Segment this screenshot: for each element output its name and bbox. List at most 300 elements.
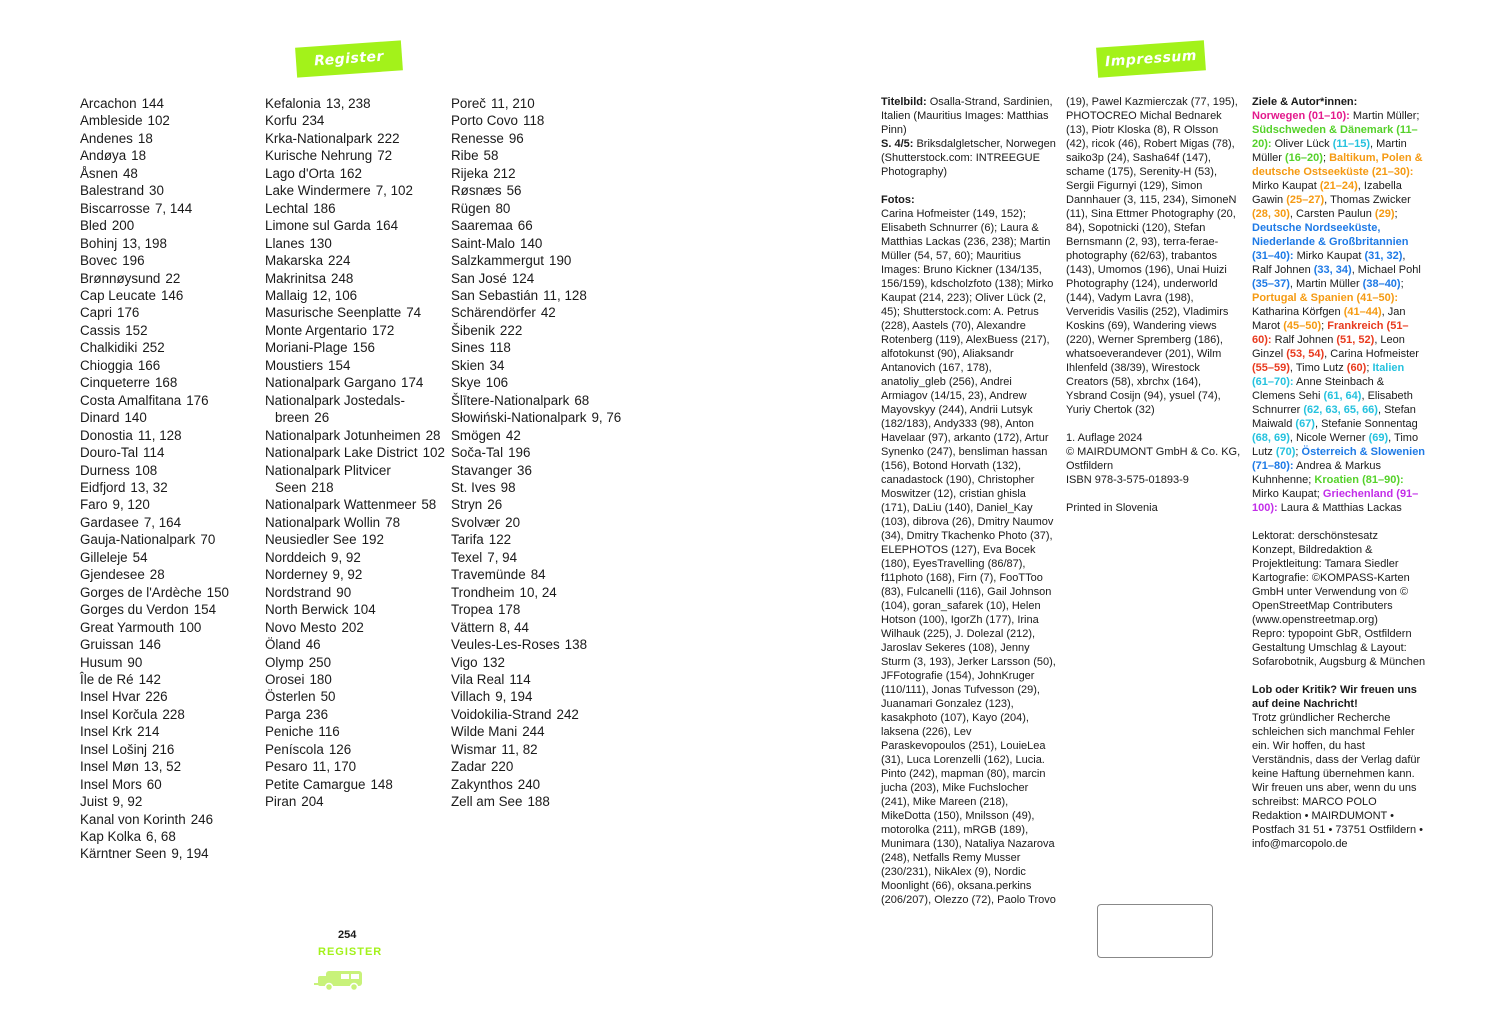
index-entry-name: Nationalpark Jostedalsbreen xyxy=(265,392,405,426)
index-entry-pages: 164 xyxy=(375,218,399,234)
index-entry-pages: 148 xyxy=(370,776,393,792)
index-entry-name: Bohinj xyxy=(80,235,118,251)
index-entry-pages: 18 xyxy=(137,130,153,146)
index-entry-name: Voidokilia-Strand xyxy=(451,706,552,722)
index-entry-pages: 224 xyxy=(328,253,351,269)
impressum-column-3 xyxy=(1252,95,1427,865)
author-text: , Michael Pohl xyxy=(1351,264,1421,276)
index-entry-pages: 13, 198 xyxy=(122,235,167,251)
index-entry-name: Andenes xyxy=(80,130,133,146)
index-entry xyxy=(451,584,626,601)
index-entry-name: Ambleside xyxy=(80,113,143,129)
index-entry xyxy=(80,409,260,426)
index-entry xyxy=(80,357,260,374)
index-entry-pages: 100 xyxy=(179,619,202,635)
index-entry-pages: 178 xyxy=(497,602,521,618)
author-text: , Nicole Werner xyxy=(1289,432,1369,444)
destination-range: (62, 63, 65, 66) xyxy=(1303,404,1378,416)
index-entry xyxy=(451,217,626,234)
index-entry-pages: 70 xyxy=(200,532,216,548)
index-entry-name: Åsnen xyxy=(80,165,118,181)
index-entry xyxy=(80,112,260,129)
author-text: Martin Müller; xyxy=(1349,110,1420,122)
index-entry-name: Donostia xyxy=(80,427,133,443)
index-entry-name: Great Yarmouth xyxy=(80,619,175,635)
index-entry-pages: 20 xyxy=(505,514,521,530)
index-entry-name: Insel Lošinj xyxy=(80,741,147,757)
destination-range: (68, 69) xyxy=(1252,432,1290,444)
index-entry-name: Limone sul Garda xyxy=(265,218,371,234)
index-entry-name: San Sebastián xyxy=(451,287,539,303)
index-entry xyxy=(265,304,447,321)
index-entry-name: Makarska xyxy=(265,253,324,269)
destination-range: (38–40) xyxy=(1362,278,1401,290)
index-entry-name: Masurische Seenplatte xyxy=(265,305,402,321)
index-entry-pages: 11, 128 xyxy=(543,287,587,303)
destination-range: (16–20) xyxy=(1285,152,1323,164)
index-entry xyxy=(451,339,626,356)
index-entry-pages: 202 xyxy=(341,619,364,635)
destination-range: (61, 64) xyxy=(1323,390,1362,402)
index-entry-name: Stavanger xyxy=(451,462,513,478)
index-entry-name: Renesse xyxy=(451,130,504,146)
index-entry-name: Douro-Tal xyxy=(80,445,139,461)
index-entry-name: Cap Leucate xyxy=(80,287,156,303)
index-entry xyxy=(80,392,260,409)
index-entry xyxy=(265,776,447,793)
index-entry xyxy=(80,584,260,601)
index-entry xyxy=(451,601,626,618)
index-entry-pages: 142 xyxy=(138,671,161,687)
index-entry-name: Insel Møn xyxy=(80,759,139,775)
index-entry xyxy=(451,147,626,164)
index-entry-name: Österlen xyxy=(265,689,316,705)
index-entry-pages: 106 xyxy=(485,375,509,391)
index-entry-pages: 138 xyxy=(564,637,588,653)
index-entry-pages: 174 xyxy=(401,375,424,391)
empty-label-box xyxy=(1097,904,1213,958)
index-entry-pages: 13, 238 xyxy=(325,96,371,111)
index-entry-pages: 7, 164 xyxy=(143,514,182,530)
index-entry-name: Kap Kolka xyxy=(80,829,142,845)
impressum-column-2 xyxy=(1066,95,1241,529)
destination-range: (45–50) xyxy=(1283,320,1322,332)
author-text: Laura & Matthias Lackas xyxy=(1277,502,1402,514)
index-entry xyxy=(265,270,447,287)
index-entry-pages: 180 xyxy=(309,671,332,687)
index-entry-name: Île de Ré xyxy=(80,671,134,687)
index-entry-name: Soča-Tal xyxy=(451,445,504,461)
index-entry-pages: 196 xyxy=(122,253,145,269)
index-entry-pages: 234 xyxy=(302,113,325,129)
index-entry xyxy=(451,619,626,636)
index-entry-name: Lechtal xyxy=(265,200,309,216)
index-entry-name: Zell am See xyxy=(451,794,523,810)
index-entry xyxy=(265,252,447,269)
index-entry-pages: 28 xyxy=(149,567,165,583)
index-entry-name: St. Ives xyxy=(451,479,496,495)
index-entry-pages: 9, 92 xyxy=(331,549,361,565)
destination-range: (11–15) xyxy=(1332,138,1371,150)
index-entry-pages: 218 xyxy=(311,479,334,495)
index-entry xyxy=(265,654,447,671)
index-entry-name: Lago d'Orta xyxy=(265,165,335,181)
index-entry-pages: 118 xyxy=(523,113,545,129)
author-text: , Timo Lutz xyxy=(1289,362,1347,374)
destination-range: (33, 34) xyxy=(1313,264,1352,276)
index-entry-pages: 126 xyxy=(328,741,352,757)
index-entry-pages: 80 xyxy=(495,200,511,216)
index-entry xyxy=(80,531,260,548)
index-entry-pages: 220 xyxy=(490,759,514,775)
index-entry xyxy=(451,496,626,513)
index-entry-pages: 226 xyxy=(145,689,168,705)
index-entry-pages: 26 xyxy=(314,410,330,426)
index-entry xyxy=(80,444,260,461)
index-entry-name: Insel Korčula xyxy=(80,706,158,722)
index-entry-pages: 9, 120 xyxy=(112,497,150,513)
index-entry xyxy=(451,130,626,147)
index-entry xyxy=(265,619,447,636)
authors-block: Ziele & Autor*innen: Norwegen (01–10): Martin Müller; Südschweden & Dänemark (11–20): Oliver Lück (11–15), Martin Müller (16–20); Baltikum, Polen & deutsche Ostseeküste (21–30): Mirko Kaupat (21–24), Izabella Gawin (25–27), Thomas Zwicker (28, 30), Carsten Paulun (29); Deutsche Nordseeküste, Niederlande & Großbritannien (31–40): Mirko Kaupat (31, 32), Ralf Johnen (33, 34), Michael Pohl (35–37), Martin Müller (38–40); Portugal & Spanien (41–50): Katharina Körfgen (41–44), Jan Marot (45–50); Frankreich (51–60): Ralf Johnen (51, 52), Leon Ginzel (53, 54), Carina Hofmeister (55–59), Timo Lutz (60); Italien (61–70): Anne Steinbach & Clemens Sehi (61, 64), Elisabeth Schnurrer (62, 63, 65, 66), Stefan Maiwald (67), Stefanie Sonnentag (68, 69), Nicole Werner (69), Timo Lutz (70); Österreich & Slowenien (71–80): Andrea & Markus Kuhnhenne; Kroatien (81–90): Mirko Kaupat; Griechenland (91–100): Laura & Matthias Lackas xyxy=(1252,96,1426,514)
index-entry-pages: 212 xyxy=(493,165,516,181)
destination-range: (67) xyxy=(1295,418,1315,430)
index-entry-pages: 56 xyxy=(506,183,522,199)
index-column-2 xyxy=(265,95,447,811)
index-entry-pages: 28 xyxy=(425,427,441,443)
index-entry-name: Makrinitsa xyxy=(265,270,327,286)
index-entry xyxy=(451,479,626,496)
index-entry-name: Wismar xyxy=(451,741,497,757)
index-entry xyxy=(80,566,260,583)
author-text: , Jan Marot xyxy=(1252,306,1406,332)
index-entry-name: Šlītere-Nationalpark xyxy=(451,392,570,408)
index-entry-pages: 146 xyxy=(138,637,161,653)
index-entry-pages: 116 xyxy=(318,724,340,740)
index-entry-name: Skye xyxy=(451,375,481,391)
destination-range: Frankreich (51–60): xyxy=(1252,320,1409,346)
author-text: , Ralf Johnen xyxy=(1252,250,1406,276)
index-entry-name: Norderney xyxy=(265,567,328,583)
index-entry xyxy=(265,130,447,147)
index-entry-name: Insel Krk xyxy=(80,724,133,740)
author-text: , Elisabeth Schnurrer xyxy=(1252,390,1413,416)
index-entry-name: Capri xyxy=(80,305,112,321)
index-entry-pages: 172 xyxy=(371,322,395,338)
index-entry-name: Gilleleje xyxy=(80,549,128,565)
index-entry-name: Svolvær xyxy=(451,514,501,530)
index-entry xyxy=(80,776,260,793)
author-text: , Martin Müller xyxy=(1252,138,1407,164)
index-entry xyxy=(265,514,447,531)
index-entry-name: Gruissan xyxy=(80,637,134,653)
index-entry xyxy=(80,496,260,513)
index-column-3 xyxy=(451,95,626,811)
index-entry-name: Chioggia xyxy=(80,357,133,373)
index-entry xyxy=(80,130,260,147)
author-text: ; xyxy=(1400,278,1404,290)
index-entry-pages: 42 xyxy=(505,427,521,443)
index-entry-pages: 166 xyxy=(137,357,161,373)
author-text: ; xyxy=(1322,152,1330,164)
index-entry-name: Villach xyxy=(451,689,491,705)
index-entry xyxy=(265,636,447,653)
index-entry xyxy=(265,741,447,758)
index-entry xyxy=(80,706,260,723)
index-entry-pages: 190 xyxy=(549,253,572,269)
index-entry-name: Novo Mesto xyxy=(265,619,337,635)
index-entry-pages: 146 xyxy=(160,287,184,303)
index-entry xyxy=(265,235,447,252)
index-entry-pages: 108 xyxy=(134,462,158,478)
destination-range: (53, 54) xyxy=(1286,348,1325,360)
index-entry xyxy=(265,392,447,427)
index-entry-pages: 9, 92 xyxy=(112,794,143,810)
index-entry-name: Salzkammergut xyxy=(451,253,545,269)
index-entry xyxy=(265,496,447,513)
index-entry-name: Gjendesee xyxy=(80,567,145,583)
author-text: Ralf Johnen xyxy=(1271,334,1337,346)
index-entry-pages: 74 xyxy=(406,305,422,321)
index-entry xyxy=(80,514,260,531)
index-entry-pages: 222 xyxy=(377,130,400,146)
index-entry-pages: 12, 106 xyxy=(312,287,358,303)
index-entry-pages: 6, 68 xyxy=(146,829,176,845)
index-entry xyxy=(451,322,626,339)
author-text: , Leon Ginzel xyxy=(1252,334,1405,360)
index-entry xyxy=(265,147,447,164)
index-entry-pages: 144 xyxy=(141,96,164,111)
index-entry xyxy=(80,601,260,618)
index-entry-pages: 240 xyxy=(517,776,541,792)
index-entry-pages: 102 xyxy=(147,113,170,129)
destination-range: (28, 30) xyxy=(1252,208,1290,220)
index-entry xyxy=(451,200,626,217)
destination-range: (55–59) xyxy=(1252,362,1290,374)
index-entry xyxy=(451,514,626,531)
index-entry-name: Moustiers xyxy=(265,357,324,373)
index-entry-name: Skien xyxy=(451,357,485,373)
index-entry xyxy=(451,688,626,705)
index-entry-name: Lake Windermere xyxy=(265,183,371,199)
production-credits: Lektorat: derschönstesatz Konzept, Bildredaktion & Projektleitung: Tamara Siedler Kartografie: ©KOMPASS-Karten GmbH unter Verwendung von © OpenStreetMap Contributers (www.openstreetmap.org) Repro: typopoint GbR, Ostfildern Gestaltung Umschlag & Layout: Sofarobotnik, Augsburg & München xyxy=(1252,530,1426,668)
index-entry xyxy=(80,479,260,496)
destination-range: (41–44) xyxy=(1343,306,1382,318)
photo-credits: Fotos: Carina Hofmeister (149, 152); Elisabeth Schnurrer (6); Laura & Matthias Lackas (236, 238); Martin Müller (54, 57, 60); Mauritius Images: Bruno Kickner (134/135, 156/159), kdscholzfoto (138); Mirko Kaupat (214, 223); Oliver Lück (2, 45); Shutterstock.com: A. Petrus (228), Aastels (70), Alexandre Rotenberg (119), AlexBuess (217), alfotokunst (90), Aliaksandr Antanovich (167, 178), anatoliy_gleb (256), Andrei Armiagov (14/15, 23), Andrew Mayovskyy (244), Andrii Lutsyk (182/183), Andy333 (98), Anton Havelaar (97), arkanto (172), Artur Synenko (247), bensliman hassan (156), Botond Horvath (132), canadastock (190), Christopher Moswitzer (12), cristian ghisla (171), DaLiu (140), Daniel_Kay (103), dibrova (26), Dmitry Naumov (34), Dmitry Tkachenko Photo (37), ELEPHOTOS (127), Eva Bocek (180), EyesTravelling (86/87), f11photo (168), Firn (7), FooTToo (83), Fulcanelli (116), Gail Johnson (104), goran_safarek (10), Helen Hotson (100), IgorZh (177), Irina Wilhauk (225), J. Dolezal (212), Jaroslav Sekeres (108), Jenny Sturm (3, 193), Jerker Larsson (50), JFFotografie (154), JohnKruger (110/111), Jonas Tufvesson (29), Juanamari Gonzalez (123), kasakphoto (107), Kayo (204), laksena (226), Lev Paraskevopoulos (251), LouieLea (31), Luca Lorenzelli (162), Lucia. Pinto (242), mapman (80), marcin jucha (203), Mike Fuchslocher (241), Mike Mareen (218), MikeDotta (150), Mnilsson (49), motorolka (211), mRGB (189), Munimara (130), Nataliya Nazarova (248), Netfalls Remy Musser (230/231), NikAlex (9), Nordic Moonlight (66), oksana.perkins (206/207), Olezzo (72), Paolo Trovo xyxy=(881,194,1056,906)
index-entry-name: Nationalpark Gargano xyxy=(265,375,397,391)
index-entry-pages: 48 xyxy=(122,165,138,181)
index-entry-name: Peníscola xyxy=(265,741,324,757)
destination-range: (70) xyxy=(1275,446,1296,458)
author-text: , Thomas Zwicker xyxy=(1324,194,1411,206)
index-entry-pages: 236 xyxy=(305,706,329,722)
index-entry xyxy=(80,758,260,775)
index-entry xyxy=(451,304,626,321)
index-entry-name: Vigo xyxy=(451,654,478,670)
index-entry xyxy=(80,252,260,269)
index-entry-pages: 66 xyxy=(517,218,533,234)
index-entry-pages: 176 xyxy=(117,305,140,321)
index-entry xyxy=(80,619,260,636)
index-entry xyxy=(80,270,260,287)
register-heading-tag: Register xyxy=(295,40,403,77)
index-entry xyxy=(451,723,626,740)
index-entry xyxy=(80,182,260,199)
index-entry-pages: 118 xyxy=(489,340,511,356)
destination-range: Österreich & Slowenien (71–80): xyxy=(1252,446,1426,472)
index-entry xyxy=(451,427,626,444)
index-entry xyxy=(265,182,447,199)
index-entry-name: Poreč xyxy=(451,96,486,111)
author-text: Anne Steinbach & Clemens Sehi xyxy=(1252,376,1385,402)
index-entry xyxy=(451,531,626,548)
index-entry-pages: 7, 144 xyxy=(154,200,193,216)
index-entry-name: Ribe xyxy=(451,148,479,164)
index-entry xyxy=(80,339,260,356)
index-entry-name: Petite Camargue xyxy=(265,776,366,792)
destination-range: Griechenland (91–100): xyxy=(1252,488,1419,514)
index-entry xyxy=(80,811,260,828)
index-entry-name: Saaremaa xyxy=(451,218,513,234)
index-entry-name: Nordstrand xyxy=(265,584,332,600)
index-entry-name: Nationalpark Wollin xyxy=(265,514,381,530)
index-entry-pages: 132 xyxy=(482,654,505,670)
index-entry-pages: 18 xyxy=(131,148,147,164)
author-text: ; xyxy=(1321,320,1328,332)
author-text: , Martin Müller xyxy=(1289,278,1363,290)
index-entry xyxy=(80,217,260,234)
index-entry-pages: 214 xyxy=(137,724,160,740)
index-entry-name: Neusiedler See xyxy=(265,532,357,548)
authors-list xyxy=(1252,110,1425,514)
index-entry xyxy=(451,776,626,793)
index-entry-pages: 90 xyxy=(127,654,143,670)
index-entry xyxy=(265,357,447,374)
index-entry-pages: 26 xyxy=(487,497,503,513)
index-entry-name: Tarifa xyxy=(451,532,484,548)
index-entry xyxy=(265,200,447,217)
index-entry-name: Eidfjord xyxy=(80,479,126,495)
index-entry-pages: 252 xyxy=(142,340,165,356)
index-entry xyxy=(265,723,447,740)
index-entry-pages: 156 xyxy=(352,340,375,356)
index-entry-name: Saint-Malo xyxy=(451,235,516,251)
index-entry xyxy=(265,462,447,497)
index-entry xyxy=(451,444,626,461)
index-entry-pages: 114 xyxy=(509,671,531,687)
index-entry xyxy=(80,636,260,653)
index-entry-name: Balestrand xyxy=(80,183,145,199)
index-entry-pages: 58 xyxy=(421,497,437,513)
index-entry-pages: 60 xyxy=(146,776,162,792)
index-entry xyxy=(80,147,260,164)
index-entry-pages: 140 xyxy=(520,235,543,251)
author-text: Katharina Körfgen xyxy=(1252,306,1344,318)
index-entry-pages: 9, 92 xyxy=(332,567,363,583)
destination-range: (51, 52) xyxy=(1336,334,1375,346)
index-entry-name: Nationalpark Jotunheimen xyxy=(265,427,421,443)
index-entry-name: Insel Hvar xyxy=(80,689,141,705)
index-entry xyxy=(80,200,260,217)
index-entry xyxy=(80,549,260,566)
author-text: , Timo Lutz xyxy=(1252,432,1419,458)
index-entry xyxy=(451,706,626,723)
index-entry xyxy=(265,444,447,461)
index-entry xyxy=(265,374,447,391)
author-text: ; xyxy=(1295,446,1302,458)
index-entry-name: Costa Amalfitana xyxy=(80,392,182,408)
index-entry xyxy=(265,793,447,810)
index-entry-name: Llanes xyxy=(265,235,305,251)
index-entry xyxy=(451,270,626,287)
index-entry xyxy=(265,112,447,129)
author-text: Oliver Lück xyxy=(1271,138,1333,150)
author-text: ; xyxy=(1394,208,1398,220)
index-entry xyxy=(451,235,626,252)
index-entry-pages: 34 xyxy=(489,357,505,373)
index-entry xyxy=(265,758,447,775)
index-entry xyxy=(80,287,260,304)
index-entry-name: Moriani-Plage xyxy=(265,340,348,356)
index-entry-name: Peniche xyxy=(265,724,314,740)
index-entry-pages: 58 xyxy=(483,148,499,164)
index-entry-name: Biscarrosse xyxy=(80,200,150,216)
index-entry xyxy=(80,462,260,479)
cover-credit: Titelbild: Osalla-Strand, Sardinien, Italien (Mauritius Images: Matthias Pinn) S. 4/5: Briksdalgletscher, Norwegen (Shutterstock.com: INTREEGUE Photography) xyxy=(881,96,1056,178)
index-entry-pages: 46 xyxy=(305,637,321,653)
index-entry-name: Orosei xyxy=(265,671,305,687)
index-entry-pages: 84 xyxy=(530,567,546,583)
index-entry-name: Insel Mors xyxy=(80,776,142,792)
photo-credits-continued: (19), Pawel Kazmierczak (77, 195), PHOTOCREO Michal Bednarek (13), Piotr Kloska (8), R Olsson (42), ricok (46), Robert Migas (78), saiko3p (24), Sasha64f (147), schame (175), Serenity-H (53), Sergii Figurnyi (129), Simon Dannhauer (3, 115, 234), SimoneN (11), Sina Ettmer Photography (20, 84), Sopotnicki (120), Stefan Bernsmann (2, 93), terra-ferae-photography (62/63), trabantos (143), Umomos (196), Unai Huizi Photography (124), underworld (144), Vadym Lavra (198), Ververidis Vasilis (252), Vladimirs Koskins (69), Wandering views (220), Werner Spremberg (186), whatsoeverandever (201), Wilm Ihlenfeld (38/39), Wirestock Creators (58), xbrchx (164), Ysbrand Cosijn (94), ysuel (74), Yuriy Chertok (32) xyxy=(1066,96,1238,416)
index-entry xyxy=(80,165,260,182)
destination-range: (60) xyxy=(1346,362,1367,374)
index-entry xyxy=(80,95,260,112)
index-entry-pages: 154 xyxy=(193,602,217,618)
author-text: , Stefan Maiwald xyxy=(1252,404,1416,430)
index-entry xyxy=(265,322,447,339)
index-entry-name: Piran xyxy=(265,794,297,810)
index-entry xyxy=(265,217,447,234)
impressum-heading-tag: Impressum xyxy=(1096,40,1206,77)
index-entry-name: Smögen xyxy=(451,427,501,443)
index-entry-name: Parga xyxy=(265,706,301,722)
index-entry-name: San José xyxy=(451,270,507,286)
index-entry-pages: 196 xyxy=(508,445,531,461)
index-entry-name: Vila Real xyxy=(451,671,505,687)
index-entry-pages: 168 xyxy=(154,375,178,391)
index-entry xyxy=(451,287,626,304)
page-number: 254 xyxy=(338,929,357,941)
index-entry-name: Kärntner Seen xyxy=(80,846,167,862)
index-entry xyxy=(451,95,626,112)
author-text: Mirko Kaupat; xyxy=(1252,488,1323,500)
index-entry-pages: 114 xyxy=(143,445,165,461)
index-entry xyxy=(451,252,626,269)
index-entry-name: Vättern xyxy=(451,619,495,635)
impressum-column-1 xyxy=(881,95,1056,921)
index-entry-name: Schärendörfer xyxy=(451,305,536,321)
index-entry xyxy=(265,584,447,601)
index-entry-name: Rügen xyxy=(451,200,491,216)
index-entry-pages: 216 xyxy=(152,741,175,757)
index-entry-pages: 50 xyxy=(320,689,336,705)
index-entry-name: Gorges du Verdon xyxy=(80,602,189,618)
index-entry-pages: 11, 82 xyxy=(501,741,538,757)
index-entry-pages: 54 xyxy=(132,549,148,565)
index-entry xyxy=(451,758,626,775)
index-entry-pages: 7, 94 xyxy=(487,549,518,565)
